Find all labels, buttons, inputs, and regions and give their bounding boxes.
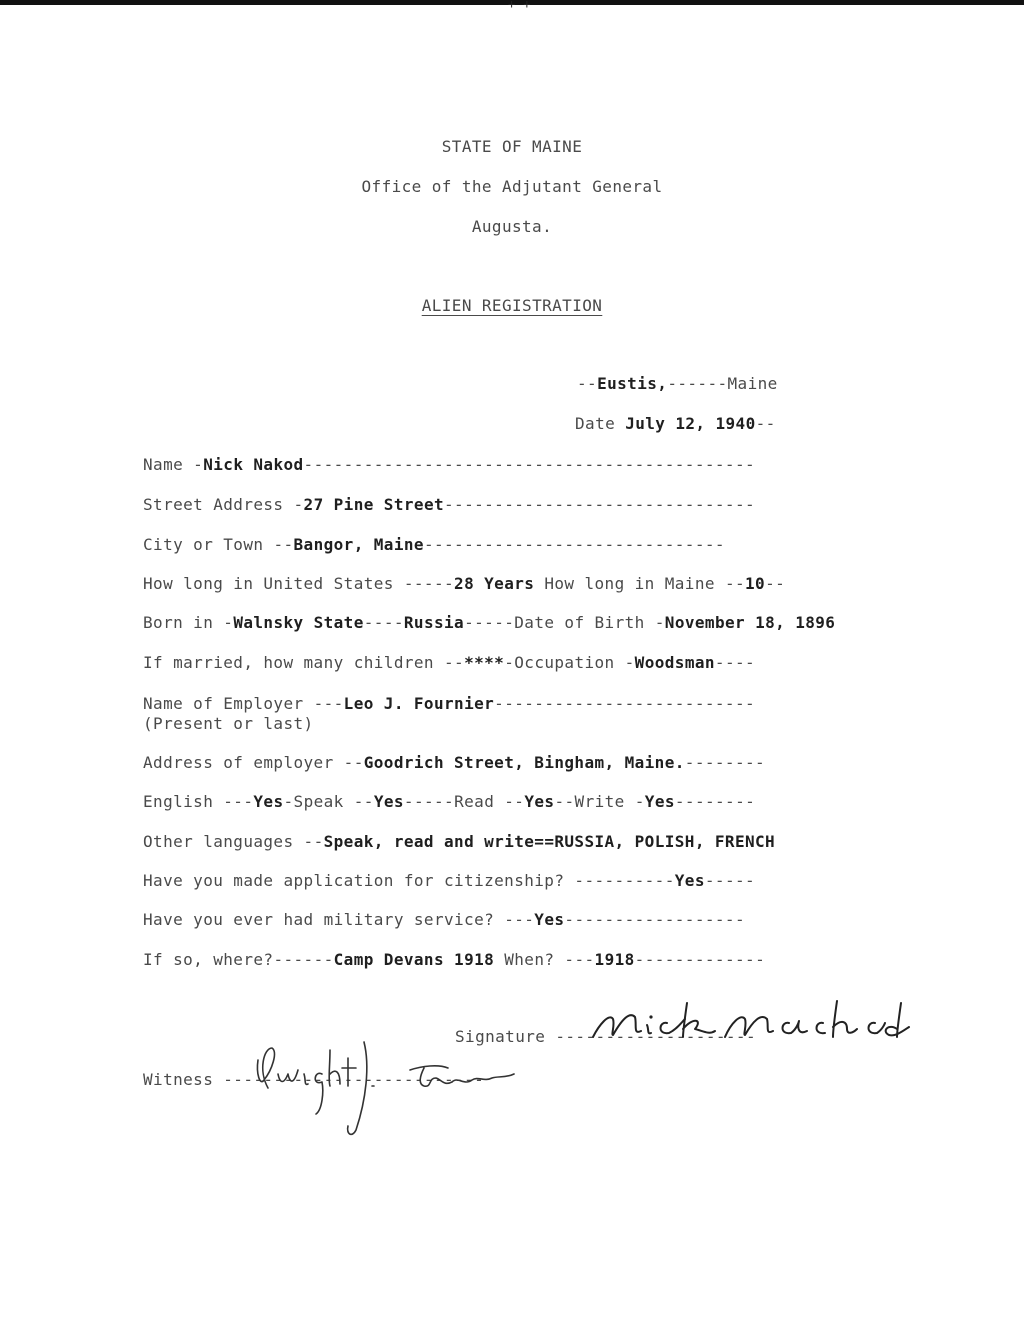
born-line: Born in -Walnsky State----Russia-----Date of Birth -November 18, 1896: [143, 613, 836, 632]
where-value: Camp Devans 1918: [333, 950, 495, 969]
date-value: July 12, 1940: [625, 414, 756, 433]
dob-value: November 18, 1896: [664, 613, 836, 632]
citizenship-value: Yes: [674, 871, 705, 890]
english-value: Yes: [253, 792, 284, 811]
city-label: City or Town: [143, 535, 264, 554]
form-title: ALIEN REGISTRATION: [421, 296, 603, 315]
write-label: Write: [574, 792, 625, 811]
years-us-value: 28 Years: [454, 574, 535, 593]
signature-line: Signature --------------------: [455, 1027, 756, 1046]
military-line: Have you ever had military service? ---Yes------------------: [143, 910, 745, 929]
employer-line: Name of Employer ---Leo J. Fournier--------------------------: [143, 694, 756, 713]
occupation-value: Woodsman: [634, 653, 715, 672]
born-label: Born in: [143, 613, 214, 632]
page-mark: + +: [508, 0, 531, 11]
date-line: Date July 12, 1940--: [575, 414, 776, 433]
read-value: Yes: [524, 792, 555, 811]
speak-value: Yes: [373, 792, 404, 811]
date-label: Date: [575, 414, 616, 433]
when-label: When?: [504, 950, 555, 969]
where-line: If so, where?------Camp Devans 1918 When? ---1918-------------: [143, 950, 766, 969]
street-value: 27 Pine Street: [303, 495, 445, 514]
location-town: Eustis,: [597, 374, 668, 393]
speak-label: Speak: [293, 792, 344, 811]
city-line: City or Town --Bangor, Maine------------------------------: [143, 535, 725, 554]
city-value: Bangor, Maine: [293, 535, 424, 554]
born-value: Walnsky State: [233, 613, 364, 632]
born-country: Russia: [403, 613, 465, 632]
other-languages-label: Other languages: [143, 832, 294, 851]
children-label: If married, how many children: [143, 653, 434, 672]
header-city: Augusta.: [471, 217, 553, 236]
military-label: Have you ever had military service?: [143, 910, 495, 929]
header-office: Office of the Adjutant General: [361, 177, 663, 196]
location-line: --Eustis,------Maine: [577, 374, 778, 393]
years-us-label: How long in United States: [143, 574, 394, 593]
signature-label: Signature: [455, 1027, 546, 1046]
occupation-label: Occupation: [514, 653, 615, 672]
residence-line: How long in United States -----28 Years How long in Maine --10--: [143, 574, 786, 593]
citizenship-line: Have you made application for citizenship? ----------Yes-----: [143, 871, 756, 890]
witness-line: Witness --------------------------: [143, 1070, 485, 1089]
where-label: If so, where?: [143, 950, 274, 969]
name-line: Name -Nick Nakod---------------------------------------------: [143, 455, 756, 474]
other-languages-value: Speak, read and write==RUSSIA, POLISH, FRENCH: [323, 832, 776, 851]
street-line: Street Address -27 Pine Street-------------------------------: [143, 495, 756, 514]
years-maine-value: 10: [745, 574, 766, 593]
military-value: Yes: [534, 910, 565, 929]
children-line: If married, how many children --****-Occupation -Woodsman----: [143, 653, 756, 672]
employer-sublabel: (Present or last): [143, 714, 314, 733]
employer-value: Leo J. Fournier: [343, 694, 495, 713]
other-languages-line: Other languages --Speak, read and write==RUSSIA, POLISH, FRENCH: [143, 832, 776, 851]
signature-handwriting: [585, 995, 920, 1055]
name-value: Nick Nakod: [203, 455, 304, 474]
dob-label: Date of Birth: [514, 613, 645, 632]
years-maine-label: How long in Maine: [544, 574, 715, 593]
street-label: Street Address: [143, 495, 284, 514]
read-label: Read: [454, 792, 495, 811]
employer-address-line: Address of employer --Goodrich Street, Bingham, Maine.--------: [143, 753, 766, 772]
name-label: Name: [143, 455, 184, 474]
children-value: ****: [464, 653, 505, 672]
when-value: 1918: [594, 950, 635, 969]
write-value: Yes: [644, 792, 675, 811]
witness-label: Witness: [143, 1070, 214, 1089]
witness-handwriting: [252, 1030, 522, 1140]
english-label: English: [143, 792, 214, 811]
header-state: STATE OF MAINE: [441, 137, 583, 156]
employer-address-value: Goodrich Street, Bingham, Maine.: [363, 753, 685, 772]
english-line: English ---Yes-Speak --Yes-----Read --Yes--Write -Yes--------: [143, 792, 756, 811]
citizenship-label: Have you made application for citizenship?: [143, 871, 565, 890]
location-state: Maine: [727, 374, 778, 393]
employer-address-label: Address of employer: [143, 753, 334, 772]
employer-label: Name of Employer: [143, 694, 304, 713]
